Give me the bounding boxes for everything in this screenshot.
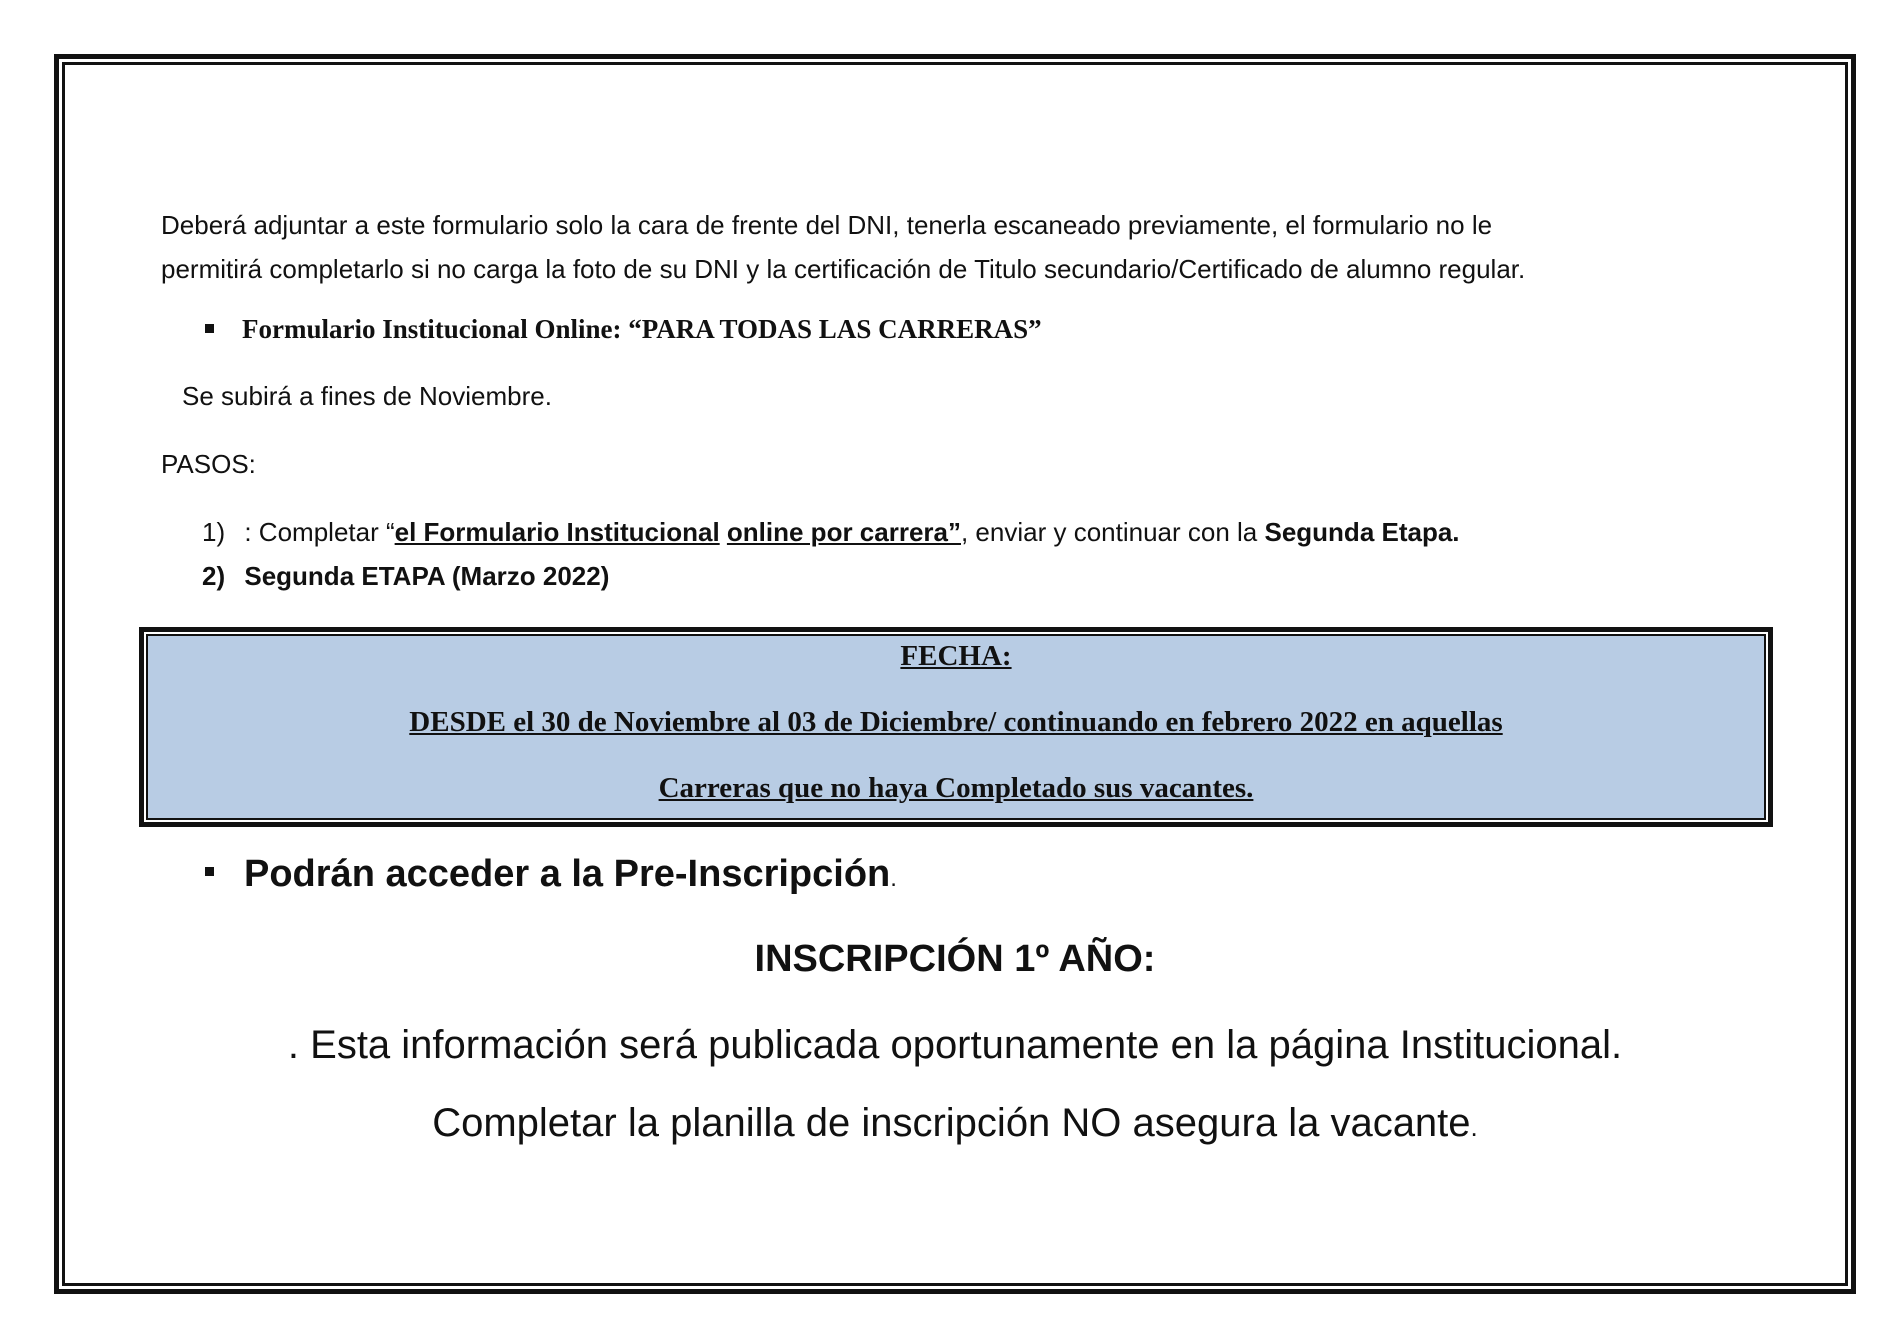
info-line: . Esta información será publicada oportunamente en la página Institucional. xyxy=(287,1023,1623,1067)
date-box-line-1: DESDE el 30 de Noviembre al 03 de Diciembre/ continuando en febrero 2022 en aquellas xyxy=(409,706,1503,738)
vacancy-note xyxy=(62,1101,1848,1146)
step-1-middle: , enviar y continuar con la xyxy=(960,517,1265,547)
upload-date-note: Se subirá a fines de Noviembre. xyxy=(182,381,552,411)
intro-line-2: permitirá completarlo si no carga la foto de su DNI y la certificación de Titulo secundario/Certificado de alumno regular. xyxy=(161,254,1526,284)
step-1-prefix: : Completar “ xyxy=(244,517,395,547)
step-1-link-online[interactable]: online por carrera” xyxy=(726,517,961,547)
step-2-text: Segunda ETAPA (Marzo 2022) xyxy=(244,561,610,591)
form-bullet-item xyxy=(205,314,1042,345)
square-bullet-icon xyxy=(205,324,214,333)
vacancy-note-dot: . xyxy=(1470,1112,1478,1142)
step-1 xyxy=(202,517,1460,548)
step-2 xyxy=(202,561,609,592)
step-1-link-form[interactable]: el Formulario Institucional xyxy=(394,517,720,547)
step-1-number: 1) xyxy=(202,517,226,547)
form-bullet-text: Formulario Institucional Online: “PARA TODAS LAS CARRERAS” xyxy=(242,314,1042,344)
intro-line-1: Deberá adjuntar a este formulario solo la cara de frente del DNI, tenerla escaneado previamente, el formulario no le xyxy=(161,210,1493,240)
date-box-title: FECHA: xyxy=(900,640,1012,672)
square-bullet-icon xyxy=(205,867,214,876)
pre-inscription-bullet xyxy=(205,853,897,896)
vacancy-note-text: Completar la planilla de inscripción NO asegura la vacante xyxy=(432,1101,1471,1145)
inscription-title: INSCRIPCIÓN 1º AÑO: xyxy=(754,938,1156,980)
steps-heading: PASOS: xyxy=(161,449,256,479)
pre-inscription-text: Podrán acceder a la Pre-Inscripción xyxy=(244,853,891,895)
step-2-number: 2) xyxy=(202,561,226,591)
date-box-line-2: Carreras que no haya Completado sus vacantes. xyxy=(658,772,1254,804)
step-1-bold-end: Segunda Etapa. xyxy=(1264,517,1460,547)
intro-paragraph xyxy=(161,203,1741,291)
pre-inscription-dot: . xyxy=(890,865,897,892)
